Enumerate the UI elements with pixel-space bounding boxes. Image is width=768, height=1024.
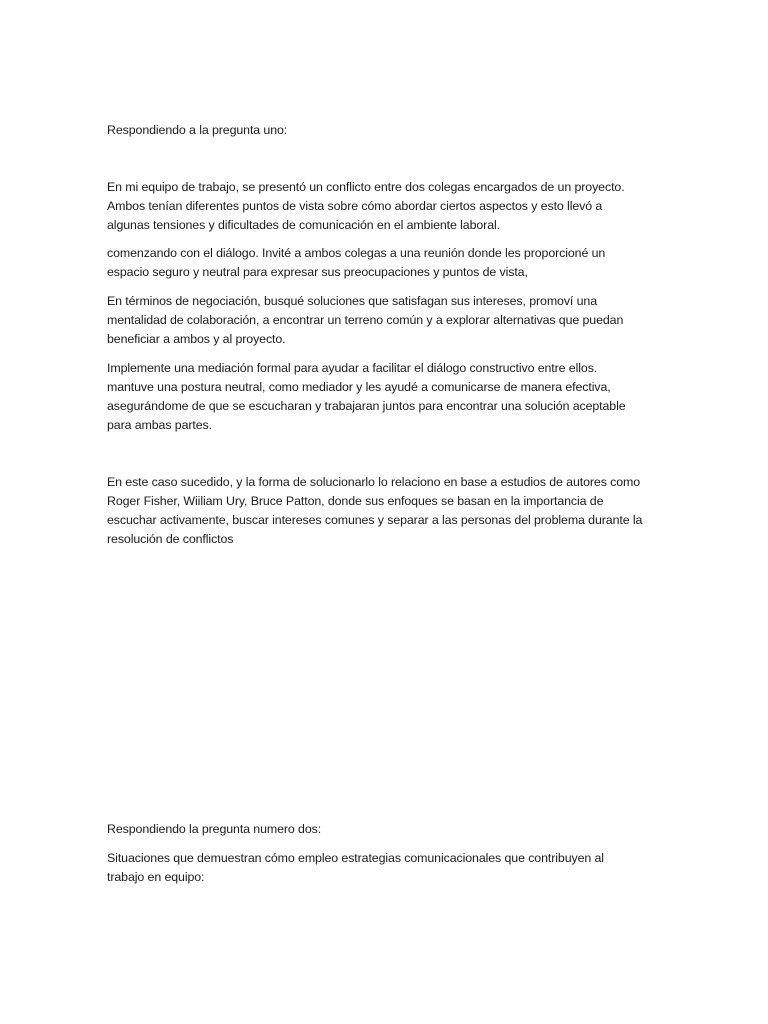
text-line: trabajo en equipo: [107, 870, 205, 884]
text-line: espacio seguro y neutral para expresar sus preocupaciones y puntos de vista, [107, 265, 528, 279]
paragraph-negotiation [107, 292, 667, 349]
text-line: En este caso sucedido, y la forma de solucionarlo lo relaciono en base a estudios de autores como [107, 475, 641, 489]
paragraph-conflict [107, 178, 667, 235]
text-line: beneficiar a ambos y al proyecto. [107, 332, 286, 346]
text-line: resolución de conflictos [107, 532, 234, 546]
text-line: En mi equipo de trabajo, se presentó un conflicto entre dos colegas encargados de un proyecto. [107, 180, 625, 194]
text-line: mantuve una postura neutral, como mediador y les ayudé a comunicarse de manera efectiva, [107, 380, 611, 394]
heading-question-two [107, 820, 667, 839]
paragraph-authors [107, 473, 667, 549]
text-line: Respondiendo la pregunta numero dos: [107, 822, 322, 836]
text-line: Respondiendo a la pregunta uno: [107, 123, 288, 137]
text-line: para ambas partes. [107, 418, 212, 432]
text-line: En términos de negociación, busqué soluciones que satisfagan sus intereses, promoví una [107, 294, 597, 308]
text-line: Ambos tenían diferentes puntos de vista sobre cómo abordar ciertos aspectos y esto llevó a [107, 199, 603, 213]
paragraph-dialogue [107, 244, 667, 282]
text-line: asegurándome de que se escucharan y trabajaran juntos para encontrar una solución aceptable [107, 399, 626, 413]
text-line: mentalidad de colaboración, a encontrar un terreno común y a explorar alternativas que puedan [107, 313, 624, 327]
text-line: Situaciones que demuestran cómo empleo estrategias comunicacionales que contribuyen al [107, 851, 604, 865]
paragraph-mediation [107, 359, 667, 435]
heading-question-one [107, 121, 667, 140]
text-line: escuchar activamente, buscar intereses comunes y separar a las personas del problema durante la [107, 513, 643, 527]
paragraph-situations [107, 849, 667, 887]
text-line: comenzando con el diálogo. Invité a ambos colegas a una reunión donde les proporcioné un [107, 246, 606, 260]
text-line: Roger Fisher, Wiiliam Ury, Bruce Patton, donde sus enfoques se basan en la importancia de [107, 494, 604, 508]
text-line: algunas tensiones y dificultades de comunicación en el ambiente laboral. [107, 218, 500, 232]
text-line: Implemente una mediación formal para ayudar a facilitar el diálogo constructivo entre ellos. [107, 361, 598, 375]
